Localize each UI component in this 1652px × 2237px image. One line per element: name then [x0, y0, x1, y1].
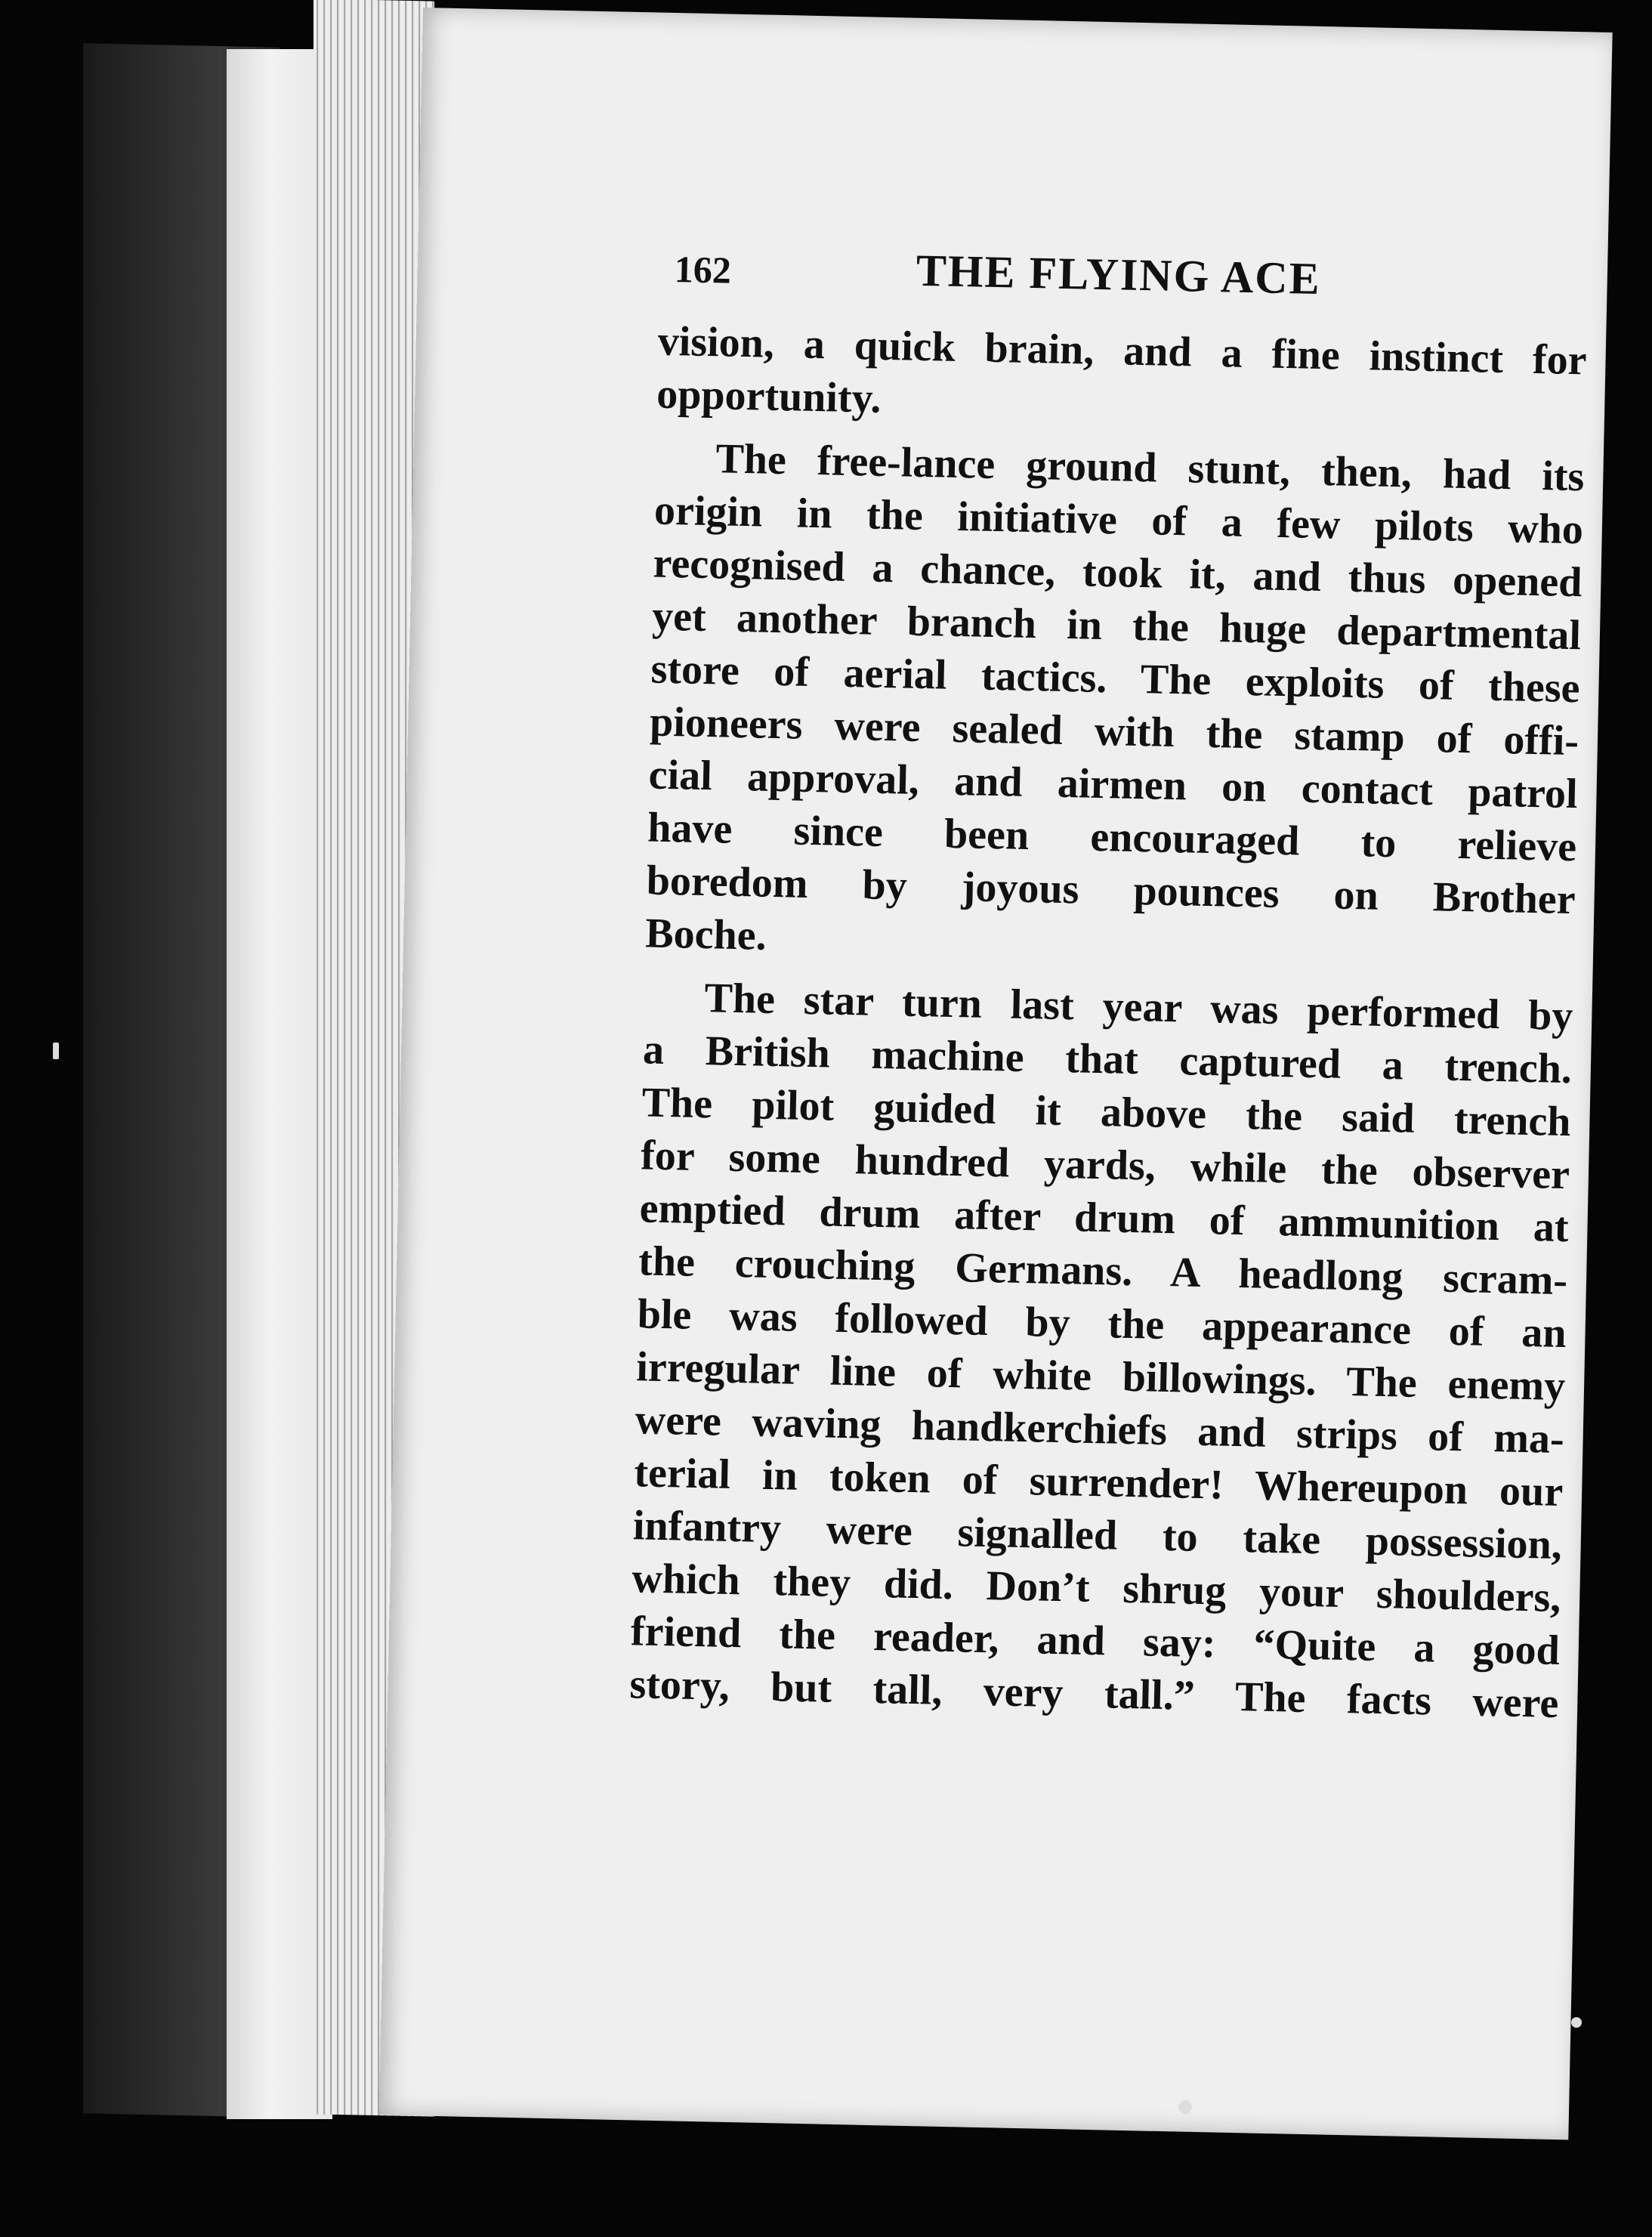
text-line: origin in the initiative of a few pilots who [653, 487, 1584, 554]
text-line: store of aerial tactics. The exploits of these [650, 645, 1581, 712]
text-line: The pilot guided it above the said trench [641, 1079, 1572, 1146]
text-line: a British machine that captured a trench. [642, 1026, 1573, 1093]
text-line: ble was followed by the appearance of an [637, 1290, 1567, 1358]
text-line: vision, a quick brain, and a fine instinct for [657, 317, 1588, 385]
body-text [629, 315, 1587, 1730]
text-line: recognised a chance, took it, and thus opened [653, 539, 1583, 607]
running-head [674, 239, 1582, 326]
text-line: yet another branch in the huge departmental [651, 592, 1582, 660]
text-line: emptied drum after drum of ammunition at [639, 1185, 1570, 1252]
text-line: boredom by joyous pounces on Brother [646, 857, 1576, 924]
text-line: which they did. Don’t shrug your shoulders, [631, 1555, 1561, 1621]
text-line: opportunity. [656, 370, 882, 422]
text-line: The star turn last year was performed by [703, 975, 1574, 1040]
text-line: have since been encouraged to relieve [647, 804, 1577, 871]
running-title: THE FLYING ACE [916, 245, 1322, 304]
text-line: story, but tall, very tall.” The facts were [628, 1661, 1559, 1727]
page-number: 162 [674, 248, 732, 292]
text-line: irregular line of white billowings. The enemy [635, 1343, 1566, 1410]
text-line: infantry were signalled to take possession, [632, 1502, 1563, 1569]
text-line: cial approval, and airmen on contact patrol [648, 751, 1579, 818]
text-line: the crouching Germans. A headlong scram- [638, 1237, 1568, 1305]
text-line: terial in token of surrender! Whereupon our [633, 1449, 1564, 1516]
text-line: pioneers were sealed with the stamp of offi- [649, 698, 1579, 765]
text-line: were waving handkerchiefs and strips of ma- [635, 1396, 1565, 1463]
book-page [379, 8, 1613, 2140]
text-line: for some hundred yards, while the observer [640, 1132, 1570, 1199]
dust-speck [53, 1043, 59, 1059]
dust-speck [1178, 2100, 1192, 2114]
text-line: The free-lance ground stunt, then, had its [715, 435, 1585, 501]
text-line: friend the reader, and say: “Quite a good [630, 1608, 1561, 1674]
text-line: Boche. [644, 910, 767, 959]
dust-speck [1571, 2017, 1582, 2028]
